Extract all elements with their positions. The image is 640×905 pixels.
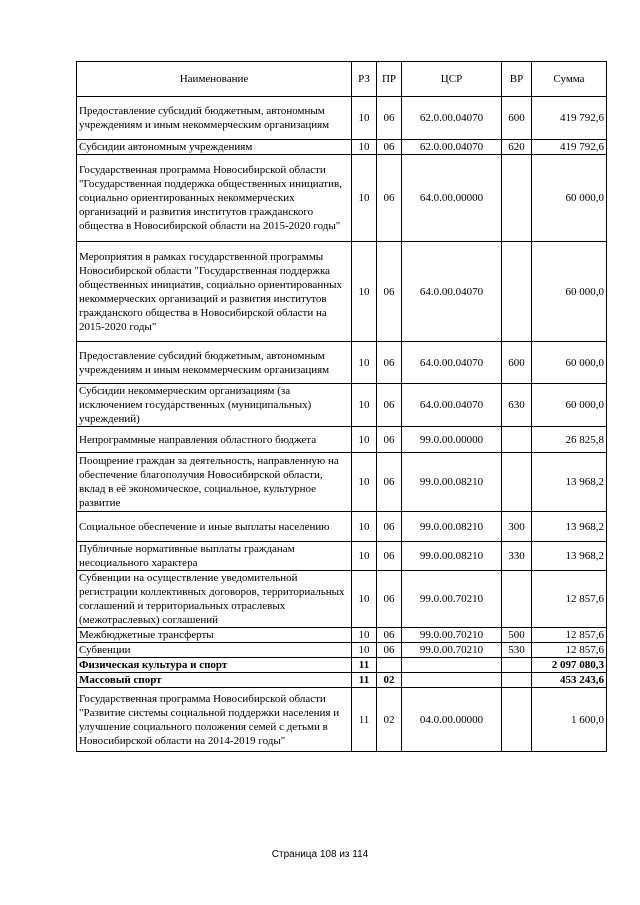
cell-vr [502,242,532,342]
cell-rz: 10 [352,155,377,242]
cell-csr: 62.0.00.04070 [402,140,502,155]
cell-name: Субсидии некоммерческим организациям (за исключением государственных (муниципальных) учреждений) [77,384,352,427]
cell-vr [502,673,532,688]
table-row [77,673,607,688]
cell-vr [502,155,532,242]
cell-rz: 10 [352,342,377,384]
cell-csr: 62.0.00.04070 [402,97,502,140]
cell-pr: 06 [377,643,402,658]
cell-rz: 10 [352,643,377,658]
table-row [77,427,607,453]
table-row [77,140,607,155]
header-sum: Сумма [532,62,607,97]
cell-name: Государственная программа Новосибирской области "Государственная поддержка общественных инициатив, социально ориентированных некоммерческих организаций и развития институтов гражданского общества в Новосибирской области на 2015-2020 годы" [77,155,352,242]
cell-rz: 10 [352,97,377,140]
cell-sum: 419 792,6 [532,97,607,140]
table-row [77,658,607,673]
cell-vr [502,427,532,453]
table-row [77,628,607,643]
cell-vr [502,688,532,752]
cell-csr: 99.0.00.00000 [402,427,502,453]
budget-table [76,61,607,752]
table-row [77,155,607,242]
cell-pr: 02 [377,688,402,752]
cell-sum: 13 968,2 [532,453,607,512]
table-row [77,242,607,342]
cell-name: Субвенции [77,643,352,658]
cell-vr [502,571,532,628]
cell-rz: 10 [352,542,377,571]
cell-pr [377,658,402,673]
cell-vr [502,658,532,673]
cell-pr: 06 [377,140,402,155]
cell-sum: 26 825,8 [532,427,607,453]
table-row [77,643,607,658]
cell-sum: 2 097 080,3 [532,658,607,673]
cell-name: Мероприятия в рамках государственной программы Новосибирской области "Государственная поддержка общественных инициатив, социально ориентированных некоммерческих организаций и развития институтов гражданского общества в Новосибирской области на 2015-2020 годы" [77,242,352,342]
cell-name: Предоставление субсидий бюджетным, автономным учреждениям и иным некоммерческим организациям [77,97,352,140]
cell-rz: 11 [352,658,377,673]
cell-name: Предоставление субсидий бюджетным, автономным учреждениям и иным некоммерческим организациям [77,342,352,384]
cell-sum: 1 600,0 [532,688,607,752]
cell-csr: 99.0.00.70210 [402,628,502,643]
cell-pr: 02 [377,673,402,688]
cell-csr: 99.0.00.08210 [402,542,502,571]
cell-name: Непрограммные направления областного бюджета [77,427,352,453]
cell-name: Поощрение граждан за деятельность, направленную на обеспечение благополучия Новосибирской области, вклад в её экономическое, социальное, культурное развитие [77,453,352,512]
header-csr: ЦСР [402,62,502,97]
cell-name: Физическая культура и спорт [77,658,352,673]
cell-vr: 530 [502,643,532,658]
cell-csr: 64.0.00.04070 [402,342,502,384]
cell-sum: 419 792,6 [532,140,607,155]
cell-sum: 60 000,0 [532,384,607,427]
cell-pr: 06 [377,512,402,542]
header-pr: ПР [377,62,402,97]
cell-rz: 10 [352,242,377,342]
cell-pr: 06 [377,542,402,571]
cell-csr: 64.0.00.04070 [402,242,502,342]
budget-table-body [77,62,607,752]
page-number: Страница 108 из 114 [271,849,369,860]
cell-sum: 13 968,2 [532,542,607,571]
cell-csr: 99.0.00.08210 [402,512,502,542]
table-row [77,97,607,140]
table-header-row [77,62,607,97]
table-row [77,342,607,384]
cell-rz: 11 [352,673,377,688]
cell-csr [402,658,502,673]
cell-pr: 06 [377,571,402,628]
cell-rz: 10 [352,384,377,427]
cell-pr: 06 [377,155,402,242]
cell-vr: 630 [502,384,532,427]
cell-name: Межбюджетные трансферты [77,628,352,643]
cell-vr [502,453,532,512]
cell-csr: 99.0.00.08210 [402,453,502,512]
cell-vr: 600 [502,342,532,384]
table-row [77,453,607,512]
cell-rz: 10 [352,571,377,628]
cell-name: Публичные нормативные выплаты гражданам несоциального характера [77,542,352,571]
cell-vr: 300 [502,512,532,542]
cell-pr: 06 [377,384,402,427]
cell-name: Субвенции на осуществление уведомительной регистрации коллективных договоров, территориальных соглашений и территориальных отраслевых (межотраслевых) соглашений [77,571,352,628]
header-name: Наименование [77,62,352,97]
cell-pr: 06 [377,242,402,342]
table-row [77,384,607,427]
cell-csr: 99.0.00.70210 [402,643,502,658]
cell-pr: 06 [377,427,402,453]
cell-sum: 453 243,6 [532,673,607,688]
cell-csr: 99.0.00.70210 [402,571,502,628]
cell-name: Массовый спорт [77,673,352,688]
cell-csr: 64.0.00.04070 [402,384,502,427]
cell-csr: 04.0.00.00000 [402,688,502,752]
cell-sum: 60 000,0 [532,342,607,384]
cell-sum: 13 968,2 [532,512,607,542]
header-vr: ВР [502,62,532,97]
cell-vr: 500 [502,628,532,643]
cell-rz: 10 [352,453,377,512]
table-row [77,688,607,752]
cell-vr: 620 [502,140,532,155]
cell-pr: 06 [377,97,402,140]
cell-vr: 330 [502,542,532,571]
cell-pr: 06 [377,342,402,384]
cell-pr: 06 [377,628,402,643]
cell-name: Социальное обеспечение и иные выплаты населению [77,512,352,542]
cell-name: Государственная программа Новосибирской области "Развитие системы социальной поддержки населения и улучшение социального положения семей с детьми в Новосибирской области на 2014-2019 годы" [77,688,352,752]
cell-rz: 11 [352,688,377,752]
cell-sum: 12 857,6 [532,643,607,658]
header-rz: РЗ [352,62,377,97]
cell-sum: 60 000,0 [532,155,607,242]
cell-name: Субсидии автономным учреждениям [77,140,352,155]
cell-sum: 12 857,6 [532,628,607,643]
table-row [77,571,607,628]
cell-pr: 06 [377,453,402,512]
cell-sum: 60 000,0 [532,242,607,342]
table-row [77,512,607,542]
table-row [77,542,607,571]
cell-sum: 12 857,6 [532,571,607,628]
cell-vr: 600 [502,97,532,140]
cell-rz: 10 [352,140,377,155]
cell-csr: 64.0.00.00000 [402,155,502,242]
cell-rz: 10 [352,427,377,453]
cell-rz: 10 [352,512,377,542]
cell-rz: 10 [352,628,377,643]
cell-csr [402,673,502,688]
